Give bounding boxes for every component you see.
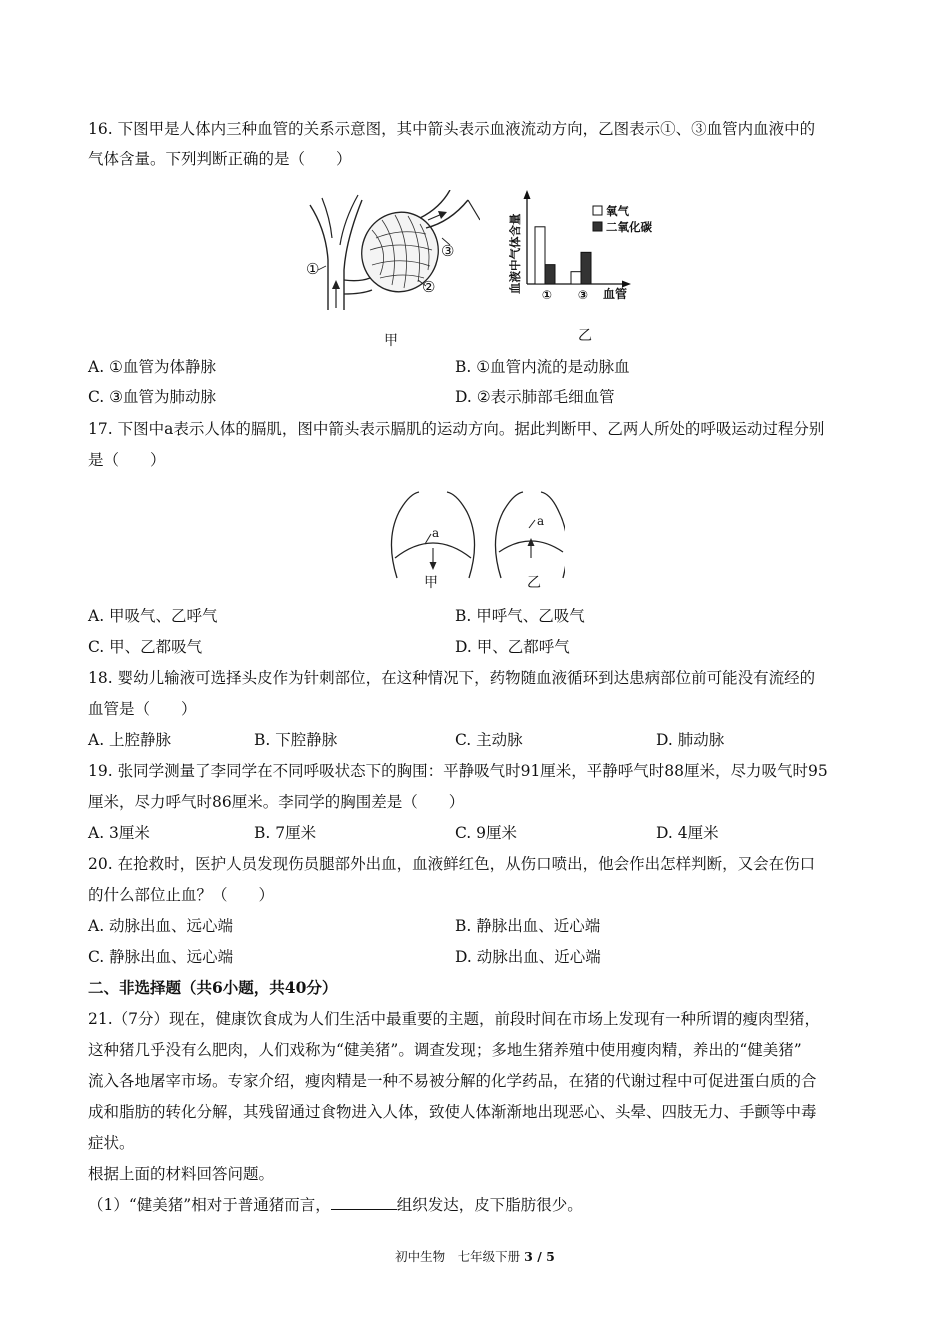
legend-oxygen: 氧气 [606, 204, 629, 218]
chart-xtick-3: ③ [577, 288, 589, 302]
q18-stem-line1: 18. 婴幼儿输液可选择头皮作为针刺部位，在这种情况下，药物随血液循环到达患病部位前可能没有流经的 [88, 669, 816, 687]
q19-option-b[interactable]: B. 7厘米 [254, 824, 317, 842]
q17-stem-line1: 17. 下图中a表示人体的膈肌，图中箭头表示膈肌的运动方向。据此判断甲、乙两人所处的呼吸运动过程分别 [88, 420, 825, 438]
page-footer [0, 1248, 950, 1266]
legend-co2: 二氧化碳 [606, 220, 652, 234]
q17-label-a-yi: a [537, 514, 545, 528]
q16-option-a[interactable]: A. ①血管为体静脉 [88, 358, 216, 376]
bar-oxygen-vessel3 [571, 272, 581, 284]
q17-option-d[interactable]: D. 甲、乙都呼气 [455, 638, 570, 656]
footer-text: 初中生物 七年级下册 [395, 1249, 525, 1264]
chart-ylabel: 血液中气体含量 [508, 213, 522, 294]
q21-sub1 [88, 1194, 583, 1216]
q17-option-a[interactable]: A. 甲吸气、乙呼气 [88, 607, 218, 625]
section2-title: 二、非选择题（共6小题，共40分） [88, 978, 338, 997]
q21-line2: 这种猪几乎没有么肥肉，人们戏称为“健美猪”。调查发现；多地生猪养殖中使用瘦肉精，养出的“健美猪” [88, 1041, 802, 1059]
q20-stem-line2: 的什么部位止血？（ ） [88, 886, 275, 904]
q19-option-d[interactable]: D. 4厘米 [656, 824, 719, 842]
q17-caption-jia: 甲 [424, 575, 438, 591]
q18-stem-line2: 血管是（ ） [88, 700, 197, 718]
q20-option-d[interactable]: D. 动脉出血、近心端 [455, 948, 601, 966]
q16-stem-line2: 气体含量。下列判断正确的是（ ） [88, 150, 352, 168]
q21-sub1-suffix: 组织发达，皮下脂肪很少。 [396, 1196, 583, 1214]
q21-sub1-prefix: （1）“健美猪”相对于普通猪而言， [88, 1196, 331, 1214]
chart-caption: 乙 [578, 328, 592, 344]
q21-line4: 成和脂肪的转化分解，其残留通过食物进入人体，致使人体渐渐地出现恶心、头晕、四肢无力、手颤等中毒 [88, 1103, 817, 1121]
q17-label-a-jia: a [432, 526, 440, 540]
q21-line1: 21.（7分）现在，健康饮食成为人们生活中最重要的主题，前段时间在市场上发现有一种所谓的瘦肉型猪， [88, 1010, 821, 1028]
q17-option-b[interactable]: B. 甲呼气、乙吸气 [455, 607, 585, 625]
q16-jia-caption: 甲 [384, 333, 398, 349]
q16-option-d[interactable]: D. ②表示肺部毛细血管 [455, 388, 615, 406]
bar-co2-vessel3 [581, 252, 591, 284]
q21-sub1-blank[interactable] [331, 1195, 397, 1210]
q18-option-a[interactable]: A. 上腔静脉 [88, 731, 172, 749]
q21-line6: 根据上面的材料回答问题。 [88, 1165, 275, 1183]
bar-oxygen-vessel1 [535, 227, 545, 284]
q20-stem-line1: 20. 在抢救时，医护人员发现伤员腿部外出血，血液鲜红色，从伤口喷出，他会作出怎样判断，又会在伤口 [88, 855, 816, 873]
q17-option-c[interactable]: C. 甲、乙都吸气 [88, 638, 203, 656]
q16-option-c[interactable]: C. ③血管为肺动脉 [88, 388, 217, 406]
q18-option-b[interactable]: B. 下腔静脉 [254, 731, 338, 749]
q19-stem-line2: 厘米，尽力呼气时86厘米。李同学的胸围差是（ ） [88, 793, 465, 811]
q19-option-c[interactable]: C. 9厘米 [455, 824, 518, 842]
q19-stem-line1: 19. 张同学测量了李同学在不同呼吸状态下的胸围：平静吸气时91厘米，平静呼气时88厘米，尽力吸气时95 [88, 762, 828, 780]
q16-chart-yi [505, 186, 675, 352]
q20-option-c[interactable]: C. 静脉出血、远心端 [88, 948, 234, 966]
q21-line3: 流入各地屠宰市场。专家介绍，瘦肉精是一种不易被分解的化学药品，在猪的代谢过程中可促进蛋白质的合 [88, 1072, 817, 1090]
q18-option-d[interactable]: D. 肺动脉 [656, 731, 725, 749]
q17-caption-yi: 乙 [527, 575, 541, 591]
bar-co2-vessel1 [545, 265, 555, 284]
q16-figure-jia [300, 190, 480, 350]
q16-jia-label-3: ③ [441, 242, 455, 260]
q19-option-a[interactable]: A. 3厘米 [88, 824, 150, 842]
q20-option-a[interactable]: A. 动脉出血、远心端 [88, 917, 234, 935]
chart-bars [535, 227, 591, 284]
chart-legend [593, 204, 652, 234]
footer-page-number: 3 / 5 [524, 1249, 555, 1264]
q16-jia-label-1: ① [306, 260, 320, 278]
q18-option-c[interactable]: C. 主动脉 [455, 731, 523, 749]
q16-jia-label-2: ② [422, 278, 436, 296]
chart-xlabel: 血管 [603, 287, 628, 301]
chart-xtick-1: ① [541, 288, 553, 302]
q20-option-b[interactable]: B. 静脉出血、近心端 [455, 917, 601, 935]
q16-option-b[interactable]: B. ①血管内流的是动脉血 [455, 358, 630, 376]
q16-stem-line1: 16. 下图甲是人体内三种血管的关系示意图，其中箭头表示血液流动方向，乙图表示①、③血管内血液中的 [88, 120, 816, 138]
q17-stem-line2: 是（ ） [88, 451, 166, 469]
q21-line5: 症状。 [88, 1134, 135, 1152]
